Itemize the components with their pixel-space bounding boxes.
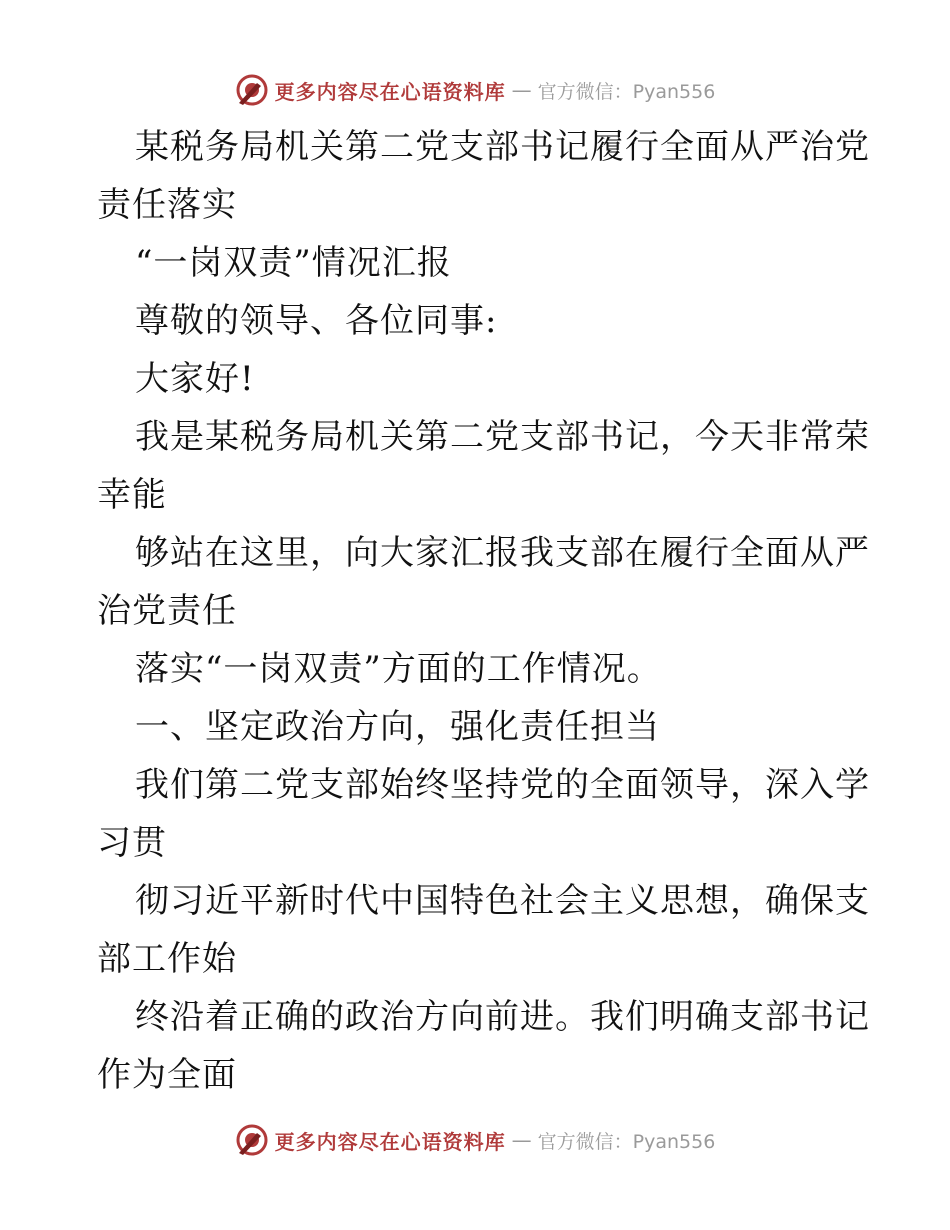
- banner-separator: —: [511, 78, 532, 102]
- pen-circle-logo-icon: [235, 73, 269, 107]
- paragraph-line: 彻习近平新时代中国特色社会主义思想，确保支: [135, 881, 870, 921]
- paragraph-line: 责任落实: [97, 185, 237, 225]
- paragraph-line: 尊敬的领导、各位同事:: [135, 301, 498, 341]
- paragraph-line: 够站在这里，向大家汇报我支部在履行全面从严: [135, 533, 870, 573]
- footer-banner: [0, 1120, 950, 1160]
- banner-brand: 更多内容尽在心语资料库: [274, 79, 506, 104]
- paragraph-line: 大家好!: [135, 359, 255, 399]
- paragraph-line: 我们第二党支部始终坚持党的全面领导，深入学: [135, 765, 870, 805]
- header-banner: [0, 70, 950, 110]
- paragraph-line: 终沿着正确的政治方向前进。我们明确支部书记: [135, 997, 870, 1037]
- paragraph-line: 治党责任: [97, 591, 237, 631]
- paragraph-line: 幸能: [97, 475, 167, 515]
- document-body: [97, 118, 870, 1104]
- paragraph-line: 某税务局机关第二党支部书记履行全面从严治党: [135, 127, 870, 167]
- banner-wechat: 官方微信：Pyan556: [537, 80, 716, 103]
- paragraph-line: 一、坚定政治方向，强化责任担当: [135, 707, 660, 747]
- paragraph-line: 我是某税务局机关第二党支部书记，今天非常荣: [135, 417, 870, 457]
- paragraph-line: 落实“一岗双责”方面的工作情况。: [135, 649, 662, 689]
- paragraph-line: 习贯: [97, 823, 167, 863]
- paragraph-line: 部工作始: [97, 939, 237, 979]
- banner-separator: —: [511, 1128, 532, 1152]
- paragraph-line: “一岗双责”情况汇报: [135, 243, 452, 283]
- paragraph-line: 作为全面: [97, 1055, 237, 1095]
- banner-wechat: 官方微信：Pyan556: [537, 1130, 716, 1153]
- banner-brand: 更多内容尽在心语资料库: [274, 1129, 506, 1154]
- pen-circle-logo-icon: [235, 1123, 269, 1157]
